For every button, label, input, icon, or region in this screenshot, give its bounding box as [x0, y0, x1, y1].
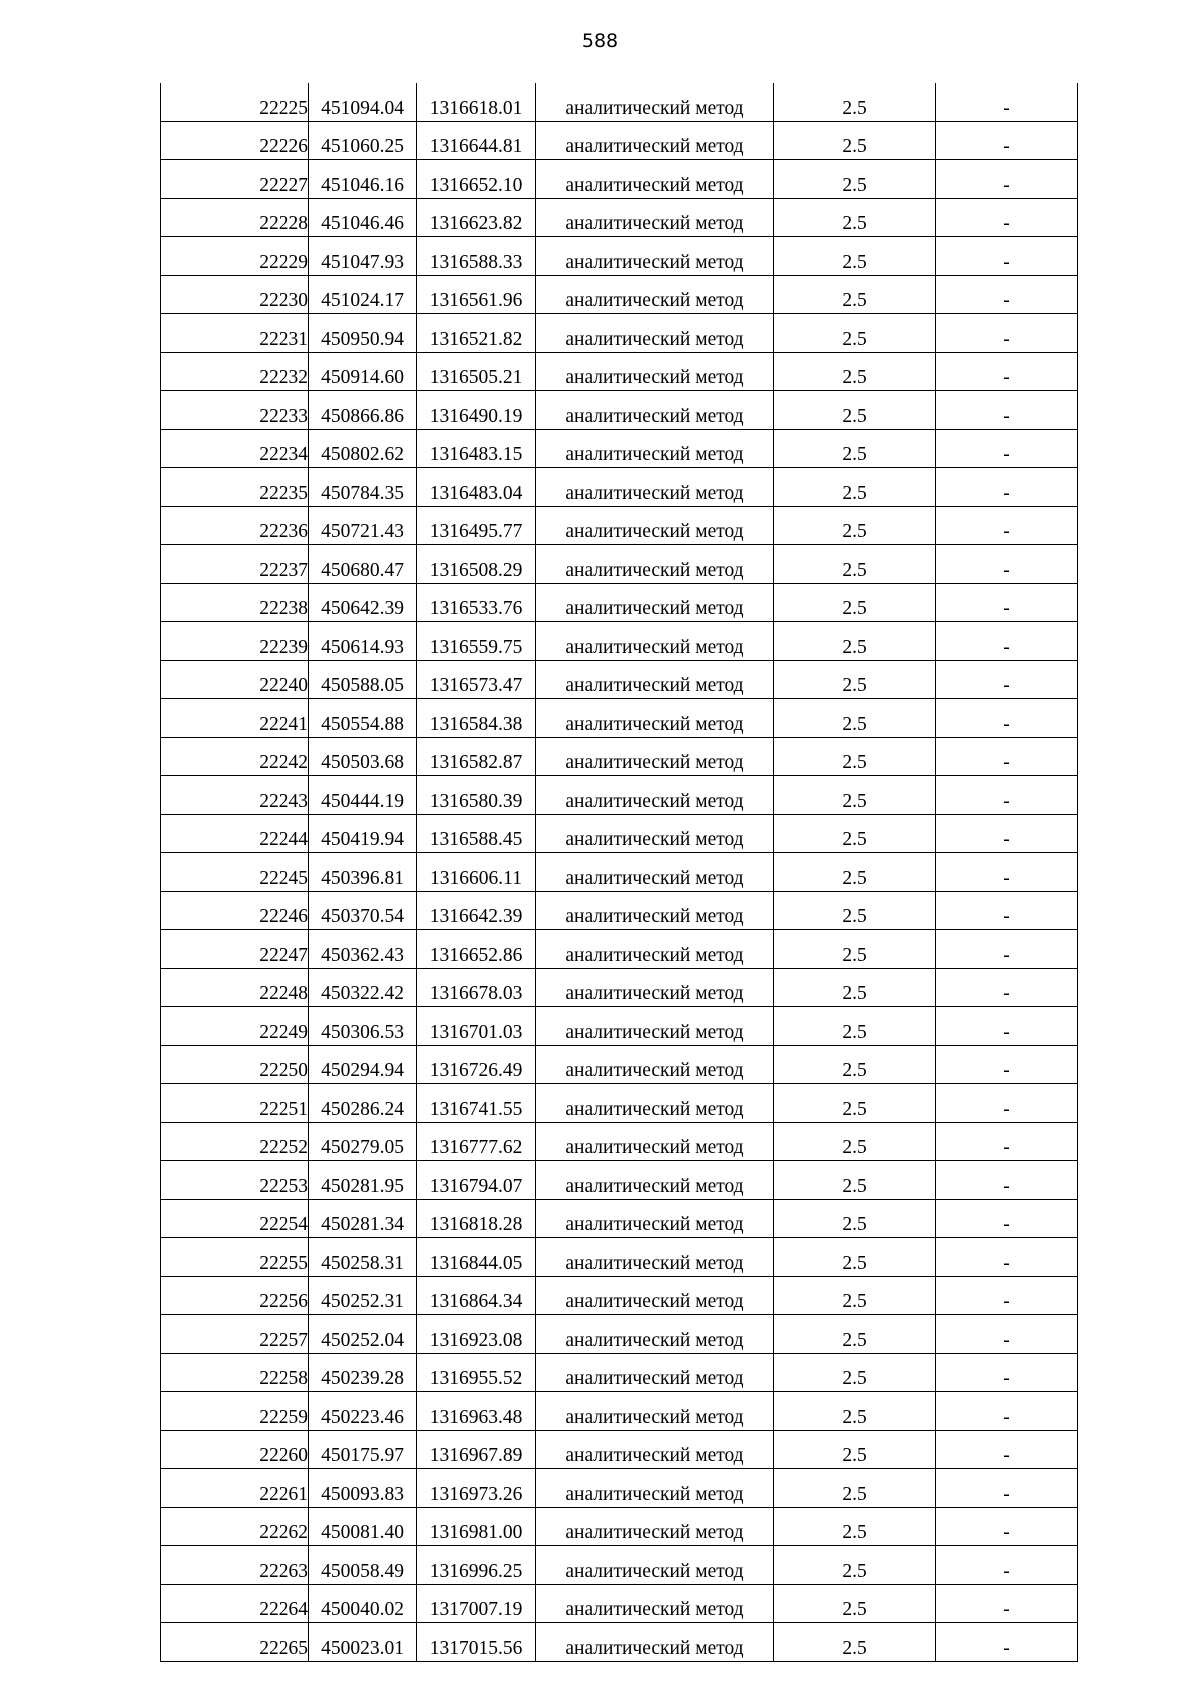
method-cell: аналитический метод [536, 1238, 774, 1277]
y-coordinate-cell: 1316580.39 [417, 776, 536, 815]
x-coordinate-cell: 450370.54 [309, 891, 417, 930]
point-number-cell: 22231 [161, 314, 309, 353]
table-row [161, 198, 1078, 237]
x-coordinate-cell: 450721.43 [309, 506, 417, 545]
point-number-cell: 22247 [161, 930, 309, 969]
x-coordinate-cell: 450614.93 [309, 622, 417, 661]
accuracy-cell: 2.5 [774, 853, 936, 892]
x-coordinate-cell: 450286.24 [309, 1084, 417, 1123]
method-cell: аналитический метод [536, 468, 774, 507]
x-coordinate-cell: 450396.81 [309, 853, 417, 892]
page-number: 588 [581, 30, 619, 52]
table-row [161, 468, 1078, 507]
note-cell: - [936, 352, 1078, 391]
note-cell: - [936, 545, 1078, 584]
note-cell: - [936, 468, 1078, 507]
y-coordinate-cell: 1317007.19 [417, 1584, 536, 1623]
method-cell: аналитический метод [536, 737, 774, 776]
point-number-cell: 22253 [161, 1161, 309, 1200]
y-coordinate-cell: 1316588.33 [417, 237, 536, 276]
method-cell: аналитический метод [536, 1392, 774, 1431]
coordinates-table-body [161, 83, 1078, 1661]
accuracy-cell: 2.5 [774, 814, 936, 853]
point-number-cell: 22262 [161, 1507, 309, 1546]
method-cell: аналитический метод [536, 930, 774, 969]
y-coordinate-cell: 1316955.52 [417, 1353, 536, 1392]
x-coordinate-cell: 450239.28 [309, 1353, 417, 1392]
accuracy-cell: 2.5 [774, 699, 936, 738]
x-coordinate-cell: 451046.16 [309, 160, 417, 199]
accuracy-cell: 2.5 [774, 737, 936, 776]
point-number-cell: 22264 [161, 1584, 309, 1623]
note-cell: - [936, 930, 1078, 969]
accuracy-cell: 2.5 [774, 391, 936, 430]
table-row [161, 1315, 1078, 1354]
note-cell: - [936, 776, 1078, 815]
y-coordinate-cell: 1316652.10 [417, 160, 536, 199]
accuracy-cell: 2.5 [774, 1122, 936, 1161]
point-number-cell: 22248 [161, 968, 309, 1007]
note-cell: - [936, 814, 1078, 853]
method-cell: аналитический метод [536, 1353, 774, 1392]
accuracy-cell: 2.5 [774, 429, 936, 468]
accuracy-cell: 2.5 [774, 1045, 936, 1084]
method-cell: аналитический метод [536, 1546, 774, 1585]
method-cell: аналитический метод [536, 660, 774, 699]
point-number-cell: 22230 [161, 275, 309, 314]
x-coordinate-cell: 450680.47 [309, 545, 417, 584]
table-row [161, 391, 1078, 430]
x-coordinate-cell: 450294.94 [309, 1045, 417, 1084]
x-coordinate-cell: 450503.68 [309, 737, 417, 776]
point-number-cell: 22259 [161, 1392, 309, 1431]
accuracy-cell: 2.5 [774, 930, 936, 969]
y-coordinate-cell: 1316618.01 [417, 83, 536, 121]
x-coordinate-cell: 450554.88 [309, 699, 417, 738]
table-row [161, 1161, 1078, 1200]
note-cell: - [936, 1584, 1078, 1623]
accuracy-cell: 2.5 [774, 1084, 936, 1123]
accuracy-cell: 2.5 [774, 622, 936, 661]
method-cell: аналитический метод [536, 83, 774, 121]
note-cell: - [936, 198, 1078, 237]
method-cell: аналитический метод [536, 968, 774, 1007]
note-cell: - [936, 1238, 1078, 1277]
note-cell: - [936, 1276, 1078, 1315]
accuracy-cell: 2.5 [774, 314, 936, 353]
accuracy-cell: 2.5 [774, 1430, 936, 1469]
accuracy-cell: 2.5 [774, 352, 936, 391]
y-coordinate-cell: 1316996.25 [417, 1546, 536, 1585]
note-cell: - [936, 1084, 1078, 1123]
point-number-cell: 22239 [161, 622, 309, 661]
y-coordinate-cell: 1316582.87 [417, 737, 536, 776]
method-cell: аналитический метод [536, 1007, 774, 1046]
accuracy-cell: 2.5 [774, 1584, 936, 1623]
method-cell: аналитический метод [536, 121, 774, 160]
y-coordinate-cell: 1316623.82 [417, 198, 536, 237]
point-number-cell: 22250 [161, 1045, 309, 1084]
point-number-cell: 22238 [161, 583, 309, 622]
x-coordinate-cell: 450784.35 [309, 468, 417, 507]
y-coordinate-cell: 1316561.96 [417, 275, 536, 314]
table-row [161, 1430, 1078, 1469]
table-row [161, 776, 1078, 815]
note-cell: - [936, 1430, 1078, 1469]
table-row [161, 314, 1078, 353]
y-coordinate-cell: 1316584.38 [417, 699, 536, 738]
method-cell: аналитический метод [536, 545, 774, 584]
point-number-cell: 22252 [161, 1122, 309, 1161]
x-coordinate-cell: 450866.86 [309, 391, 417, 430]
table-row [161, 275, 1078, 314]
method-cell: аналитический метод [536, 1469, 774, 1508]
x-coordinate-cell: 450588.05 [309, 660, 417, 699]
accuracy-cell: 2.5 [774, 1623, 936, 1662]
y-coordinate-cell: 1316981.00 [417, 1507, 536, 1546]
table-row [161, 699, 1078, 738]
table-row [161, 1045, 1078, 1084]
point-number-cell: 22234 [161, 429, 309, 468]
accuracy-cell: 2.5 [774, 198, 936, 237]
point-number-cell: 22237 [161, 545, 309, 584]
note-cell: - [936, 853, 1078, 892]
coordinates-table [160, 83, 1078, 1662]
x-coordinate-cell: 450175.97 [309, 1430, 417, 1469]
method-cell: аналитический метод [536, 1276, 774, 1315]
method-cell: аналитический метод [536, 1161, 774, 1200]
note-cell: - [936, 968, 1078, 1007]
y-coordinate-cell: 1316495.77 [417, 506, 536, 545]
note-cell: - [936, 1546, 1078, 1585]
table-row [161, 737, 1078, 776]
note-cell: - [936, 1507, 1078, 1546]
note-cell: - [936, 160, 1078, 199]
table-row [161, 1238, 1078, 1277]
point-number-cell: 22246 [161, 891, 309, 930]
table-row [161, 352, 1078, 391]
method-cell: аналитический метод [536, 1430, 774, 1469]
note-cell: - [936, 699, 1078, 738]
method-cell: аналитический метод [536, 583, 774, 622]
method-cell: аналитический метод [536, 1623, 774, 1662]
table-row [161, 160, 1078, 199]
accuracy-cell: 2.5 [774, 83, 936, 121]
point-number-cell: 22225 [161, 83, 309, 121]
y-coordinate-cell: 1316794.07 [417, 1161, 536, 1200]
table-row [161, 1353, 1078, 1392]
method-cell: аналитический метод [536, 1122, 774, 1161]
note-cell: - [936, 622, 1078, 661]
accuracy-cell: 2.5 [774, 1507, 936, 1546]
point-number-cell: 22233 [161, 391, 309, 430]
note-cell: - [936, 314, 1078, 353]
x-coordinate-cell: 450306.53 [309, 1007, 417, 1046]
table-row [161, 545, 1078, 584]
method-cell: аналитический метод [536, 352, 774, 391]
table-row [161, 1623, 1078, 1662]
method-cell: аналитический метод [536, 275, 774, 314]
method-cell: аналитический метод [536, 776, 774, 815]
y-coordinate-cell: 1316490.19 [417, 391, 536, 430]
y-coordinate-cell: 1316505.21 [417, 352, 536, 391]
point-number-cell: 22256 [161, 1276, 309, 1315]
point-number-cell: 22243 [161, 776, 309, 815]
x-coordinate-cell: 450444.19 [309, 776, 417, 815]
x-coordinate-cell: 451060.25 [309, 121, 417, 160]
accuracy-cell: 2.5 [774, 968, 936, 1007]
x-coordinate-cell: 450040.02 [309, 1584, 417, 1623]
point-number-cell: 22254 [161, 1199, 309, 1238]
x-coordinate-cell: 450093.83 [309, 1469, 417, 1508]
note-cell: - [936, 1161, 1078, 1200]
method-cell: аналитический метод [536, 891, 774, 930]
note-cell: - [936, 121, 1078, 160]
point-number-cell: 22236 [161, 506, 309, 545]
x-coordinate-cell: 451047.93 [309, 237, 417, 276]
method-cell: аналитический метод [536, 853, 774, 892]
x-coordinate-cell: 450252.31 [309, 1276, 417, 1315]
note-cell: - [936, 1623, 1078, 1662]
point-number-cell: 22245 [161, 853, 309, 892]
table-row [161, 83, 1078, 121]
y-coordinate-cell: 1316678.03 [417, 968, 536, 1007]
point-number-cell: 22251 [161, 1084, 309, 1123]
point-number-cell: 22244 [161, 814, 309, 853]
point-number-cell: 22261 [161, 1469, 309, 1508]
y-coordinate-cell: 1316483.15 [417, 429, 536, 468]
table-row [161, 968, 1078, 1007]
note-cell: - [936, 1007, 1078, 1046]
note-cell: - [936, 391, 1078, 430]
x-coordinate-cell: 450258.31 [309, 1238, 417, 1277]
method-cell: аналитический метод [536, 1507, 774, 1546]
x-coordinate-cell: 450281.95 [309, 1161, 417, 1200]
x-coordinate-cell: 450419.94 [309, 814, 417, 853]
x-coordinate-cell: 451046.46 [309, 198, 417, 237]
x-coordinate-cell: 450802.62 [309, 429, 417, 468]
note-cell: - [936, 1392, 1078, 1431]
table-row [161, 1507, 1078, 1546]
method-cell: аналитический метод [536, 391, 774, 430]
y-coordinate-cell: 1316701.03 [417, 1007, 536, 1046]
point-number-cell: 22263 [161, 1546, 309, 1585]
x-coordinate-cell: 450058.49 [309, 1546, 417, 1585]
table-row [161, 1199, 1078, 1238]
method-cell: аналитический метод [536, 198, 774, 237]
accuracy-cell: 2.5 [774, 1199, 936, 1238]
table-row [161, 660, 1078, 699]
table-row [161, 814, 1078, 853]
x-coordinate-cell: 451024.17 [309, 275, 417, 314]
note-cell: - [936, 1122, 1078, 1161]
accuracy-cell: 2.5 [774, 160, 936, 199]
point-number-cell: 22227 [161, 160, 309, 199]
y-coordinate-cell: 1316973.26 [417, 1469, 536, 1508]
x-coordinate-cell: 450281.34 [309, 1199, 417, 1238]
accuracy-cell: 2.5 [774, 1469, 936, 1508]
table-row [161, 583, 1078, 622]
accuracy-cell: 2.5 [774, 1007, 936, 1046]
accuracy-cell: 2.5 [774, 275, 936, 314]
method-cell: аналитический метод [536, 622, 774, 661]
point-number-cell: 22258 [161, 1353, 309, 1392]
note-cell: - [936, 891, 1078, 930]
y-coordinate-cell: 1316644.81 [417, 121, 536, 160]
y-coordinate-cell: 1316642.39 [417, 891, 536, 930]
accuracy-cell: 2.5 [774, 1392, 936, 1431]
x-coordinate-cell: 451094.04 [309, 83, 417, 121]
method-cell: аналитический метод [536, 1584, 774, 1623]
note-cell: - [936, 237, 1078, 276]
table-row [161, 1122, 1078, 1161]
x-coordinate-cell: 450081.40 [309, 1507, 417, 1546]
point-number-cell: 22249 [161, 1007, 309, 1046]
accuracy-cell: 2.5 [774, 891, 936, 930]
y-coordinate-cell: 1316559.75 [417, 622, 536, 661]
accuracy-cell: 2.5 [774, 1238, 936, 1277]
method-cell: аналитический метод [536, 1045, 774, 1084]
point-number-cell: 22242 [161, 737, 309, 776]
note-cell: - [936, 1199, 1078, 1238]
method-cell: аналитический метод [536, 814, 774, 853]
point-number-cell: 22235 [161, 468, 309, 507]
method-cell: аналитический метод [536, 314, 774, 353]
accuracy-cell: 2.5 [774, 1353, 936, 1392]
x-coordinate-cell: 450362.43 [309, 930, 417, 969]
table-row [161, 1084, 1078, 1123]
y-coordinate-cell: 1317015.56 [417, 1623, 536, 1662]
point-number-cell: 22241 [161, 699, 309, 738]
accuracy-cell: 2.5 [774, 1546, 936, 1585]
table-row [161, 1584, 1078, 1623]
y-coordinate-cell: 1316588.45 [417, 814, 536, 853]
table-row [161, 853, 1078, 892]
accuracy-cell: 2.5 [774, 545, 936, 584]
x-coordinate-cell: 450279.05 [309, 1122, 417, 1161]
note-cell: - [936, 737, 1078, 776]
y-coordinate-cell: 1316652.86 [417, 930, 536, 969]
table-row [161, 930, 1078, 969]
y-coordinate-cell: 1316967.89 [417, 1430, 536, 1469]
note-cell: - [936, 1469, 1078, 1508]
point-number-cell: 22257 [161, 1315, 309, 1354]
y-coordinate-cell: 1316533.76 [417, 583, 536, 622]
y-coordinate-cell: 1316483.04 [417, 468, 536, 507]
point-number-cell: 22229 [161, 237, 309, 276]
accuracy-cell: 2.5 [774, 1276, 936, 1315]
method-cell: аналитический метод [536, 1315, 774, 1354]
point-number-cell: 22228 [161, 198, 309, 237]
table-row [161, 429, 1078, 468]
note-cell: - [936, 1353, 1078, 1392]
y-coordinate-cell: 1316963.48 [417, 1392, 536, 1431]
y-coordinate-cell: 1316521.82 [417, 314, 536, 353]
table-row [161, 1007, 1078, 1046]
x-coordinate-cell: 450914.60 [309, 352, 417, 391]
y-coordinate-cell: 1316741.55 [417, 1084, 536, 1123]
method-cell: аналитический метод [536, 1199, 774, 1238]
accuracy-cell: 2.5 [774, 1315, 936, 1354]
method-cell: аналитический метод [536, 699, 774, 738]
x-coordinate-cell: 450223.46 [309, 1392, 417, 1431]
note-cell: - [936, 275, 1078, 314]
y-coordinate-cell: 1316818.28 [417, 1199, 536, 1238]
y-coordinate-cell: 1316573.47 [417, 660, 536, 699]
method-cell: аналитический метод [536, 1084, 774, 1123]
y-coordinate-cell: 1316777.62 [417, 1122, 536, 1161]
accuracy-cell: 2.5 [774, 1161, 936, 1200]
y-coordinate-cell: 1316606.11 [417, 853, 536, 892]
x-coordinate-cell: 450252.04 [309, 1315, 417, 1354]
y-coordinate-cell: 1316844.05 [417, 1238, 536, 1277]
method-cell: аналитический метод [536, 429, 774, 468]
x-coordinate-cell: 450642.39 [309, 583, 417, 622]
method-cell: аналитический метод [536, 160, 774, 199]
accuracy-cell: 2.5 [774, 468, 936, 507]
x-coordinate-cell: 450950.94 [309, 314, 417, 353]
table-row [161, 1392, 1078, 1431]
x-coordinate-cell: 450322.42 [309, 968, 417, 1007]
note-cell: - [936, 1315, 1078, 1354]
y-coordinate-cell: 1316508.29 [417, 545, 536, 584]
accuracy-cell: 2.5 [774, 583, 936, 622]
note-cell: - [936, 429, 1078, 468]
note-cell: - [936, 583, 1078, 622]
note-cell: - [936, 506, 1078, 545]
table-row [161, 506, 1078, 545]
point-number-cell: 22232 [161, 352, 309, 391]
point-number-cell: 22265 [161, 1623, 309, 1662]
table-row [161, 237, 1078, 276]
accuracy-cell: 2.5 [774, 237, 936, 276]
accuracy-cell: 2.5 [774, 776, 936, 815]
table-row [161, 1546, 1078, 1585]
x-coordinate-cell: 450023.01 [309, 1623, 417, 1662]
accuracy-cell: 2.5 [774, 121, 936, 160]
table-row [161, 891, 1078, 930]
accuracy-cell: 2.5 [774, 506, 936, 545]
y-coordinate-cell: 1316726.49 [417, 1045, 536, 1084]
point-number-cell: 22260 [161, 1430, 309, 1469]
table-row [161, 1469, 1078, 1508]
point-number-cell: 22240 [161, 660, 309, 699]
point-number-cell: 22226 [161, 121, 309, 160]
method-cell: аналитический метод [536, 237, 774, 276]
note-cell: - [936, 660, 1078, 699]
table-row [161, 121, 1078, 160]
y-coordinate-cell: 1316864.34 [417, 1276, 536, 1315]
y-coordinate-cell: 1316923.08 [417, 1315, 536, 1354]
note-cell: - [936, 1045, 1078, 1084]
method-cell: аналитический метод [536, 506, 774, 545]
table-row [161, 1276, 1078, 1315]
point-number-cell: 22255 [161, 1238, 309, 1277]
accuracy-cell: 2.5 [774, 660, 936, 699]
note-cell: - [936, 83, 1078, 121]
table-row [161, 622, 1078, 661]
